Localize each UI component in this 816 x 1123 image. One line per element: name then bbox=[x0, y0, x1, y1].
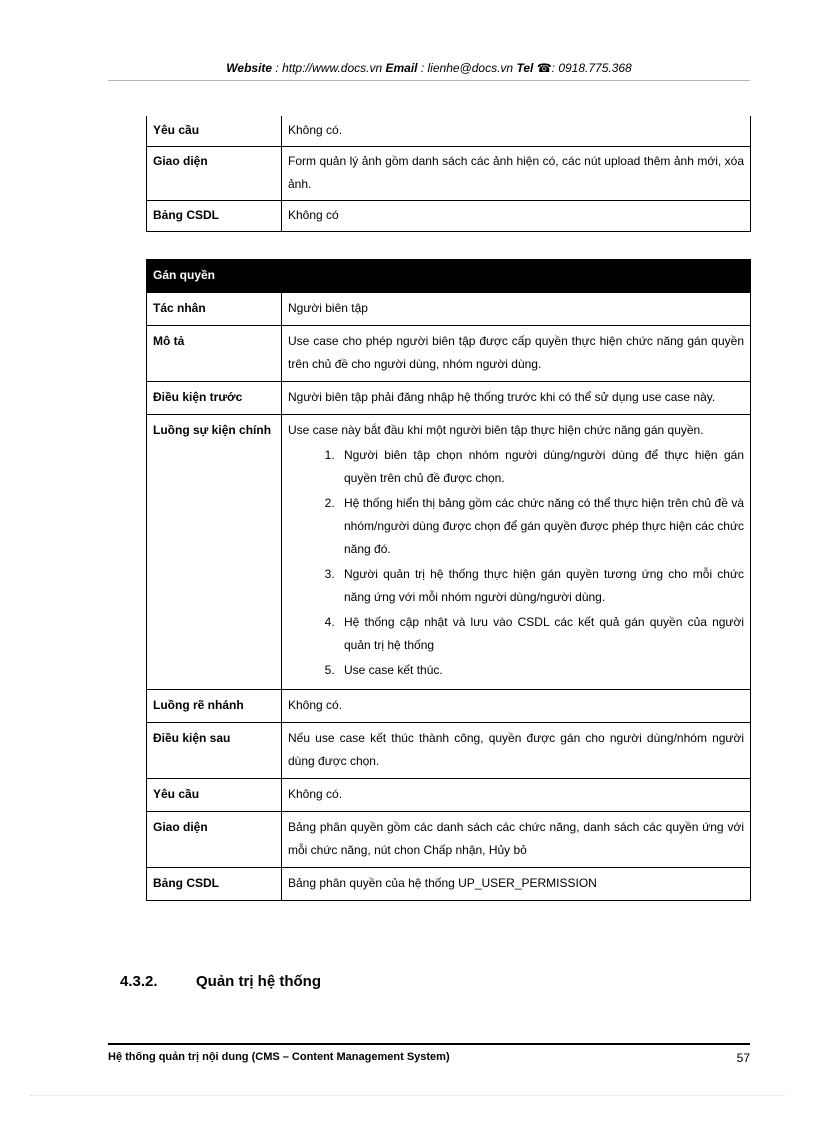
row-label: Bảng CSDL bbox=[147, 868, 282, 901]
spec-table-continued bbox=[146, 116, 751, 232]
row-value: Bảng phân quyền gồm các danh sách các chức năng, danh sách các quyền ứng với mỗi chức năng, nút chon Chấp nhận, Hủy bỏ bbox=[282, 812, 751, 868]
tel-label: Tel bbox=[516, 61, 534, 75]
section-number: 4.3.2. bbox=[120, 973, 158, 990]
list-item: 4. Hệ thống cập nhật và lưu vào CSDL các kết quả gán quyền của người quản trị hệ thống bbox=[338, 611, 744, 657]
main-flow-intro: Use case này bắt đầu khi một người biên tập thực hiện chức năng gán quyền. bbox=[288, 423, 704, 437]
table-row bbox=[147, 116, 751, 147]
header-divider bbox=[108, 80, 750, 81]
list-item: 2. Hệ thống hiển thị bảng gồm các chức năng có thể thực hiện trên chủ đề và nhóm/người dùng được chọn để gán quyền được phép thực hiện các chức năng đó. bbox=[338, 492, 744, 561]
page-header bbox=[108, 61, 750, 75]
list-item: 1. Người biên tập chọn nhóm người dùng/người dùng để thực hiện gán quyền trên chủ đề được chọn. bbox=[338, 444, 744, 490]
website-url[interactable]: http://www.docs.vn bbox=[282, 61, 383, 75]
email-label: Email bbox=[385, 61, 418, 75]
list-item: 3. Người quản trị hệ thống thực hiện gán quyền tương ứng cho mỗi chức năng ứng với mỗi nhóm người dùng/người dùng. bbox=[338, 563, 744, 609]
row-value: Bảng phân quyền của hệ thống UP_USER_PERMISSION bbox=[282, 868, 751, 901]
footer-divider bbox=[108, 1043, 750, 1045]
website-label: Website bbox=[226, 61, 273, 75]
table-title: Gán quyền bbox=[147, 260, 751, 293]
row-label: Mô tả bbox=[147, 326, 282, 382]
page-edge-divider bbox=[30, 1095, 786, 1096]
tel-number: 0918.775.368 bbox=[558, 61, 632, 75]
table-row bbox=[147, 868, 751, 901]
main-flow-cell bbox=[282, 415, 751, 690]
table-row bbox=[147, 293, 751, 326]
row-label: Giao diện bbox=[147, 812, 282, 868]
row-label: Giao diện bbox=[147, 147, 282, 201]
row-label: Yêu cầu bbox=[147, 116, 282, 147]
email-address[interactable]: lienhe@docs.vn bbox=[427, 61, 514, 75]
row-label: Điều kiện trước bbox=[147, 382, 282, 415]
table-row bbox=[147, 812, 751, 868]
row-value: Người biên tập phải đăng nhập hệ thống trước khi có thể sử dụng use case này. bbox=[282, 382, 751, 415]
row-value: Người biên tập bbox=[282, 293, 751, 326]
row-label: Điều kiện sau bbox=[147, 723, 282, 779]
email-separator: : bbox=[417, 61, 428, 75]
website-separator: : bbox=[272, 61, 283, 75]
footer-title: Hệ thống quản trị nội dung (CMS – Content Management System) bbox=[108, 1051, 450, 1063]
row-value: Use case cho phép người biên tập được cấp quyền thực hiện chức năng gán quyền trên chủ đề cho người dùng, nhóm người dùng. bbox=[282, 326, 751, 382]
row-label: Bảng CSDL bbox=[147, 201, 282, 232]
row-value: Không có. bbox=[282, 116, 751, 147]
table-row bbox=[147, 779, 751, 812]
table-row bbox=[147, 382, 751, 415]
table-row bbox=[147, 147, 751, 201]
row-value: Nếu use case kết thúc thành công, quyền được gán cho người dùng/nhóm người dùng được chọn. bbox=[282, 723, 751, 779]
phone-icon: ☎ bbox=[536, 61, 552, 75]
table-row bbox=[147, 690, 751, 723]
section-heading bbox=[120, 973, 321, 990]
row-label: Tác nhân bbox=[147, 293, 282, 326]
table-row bbox=[147, 415, 751, 690]
row-value: Form quản lý ảnh gồm danh sách các ảnh hiện có, các nút upload thêm ảnh mới, xóa ảnh. bbox=[282, 147, 751, 201]
row-label: Yêu cầu bbox=[147, 779, 282, 812]
table-title-row bbox=[147, 260, 751, 293]
row-value: Không có. bbox=[282, 779, 751, 812]
tel-separator: : bbox=[551, 61, 559, 75]
table-row bbox=[147, 201, 751, 232]
list-item: 5. Use case kết thúc. bbox=[338, 659, 744, 682]
row-label: Luồng sự kiện chính bbox=[147, 415, 282, 690]
use-case-table-gan-quyen bbox=[146, 259, 751, 901]
section-title: Quản trị hệ thống bbox=[196, 973, 321, 990]
page-number: 57 bbox=[736, 1051, 750, 1065]
main-flow-steps bbox=[288, 444, 744, 682]
row-value: Không có bbox=[282, 201, 751, 232]
table-row bbox=[147, 326, 751, 382]
row-label: Luồng rẽ nhánh bbox=[147, 690, 282, 723]
row-value: Không có. bbox=[282, 690, 751, 723]
table-row bbox=[147, 723, 751, 779]
